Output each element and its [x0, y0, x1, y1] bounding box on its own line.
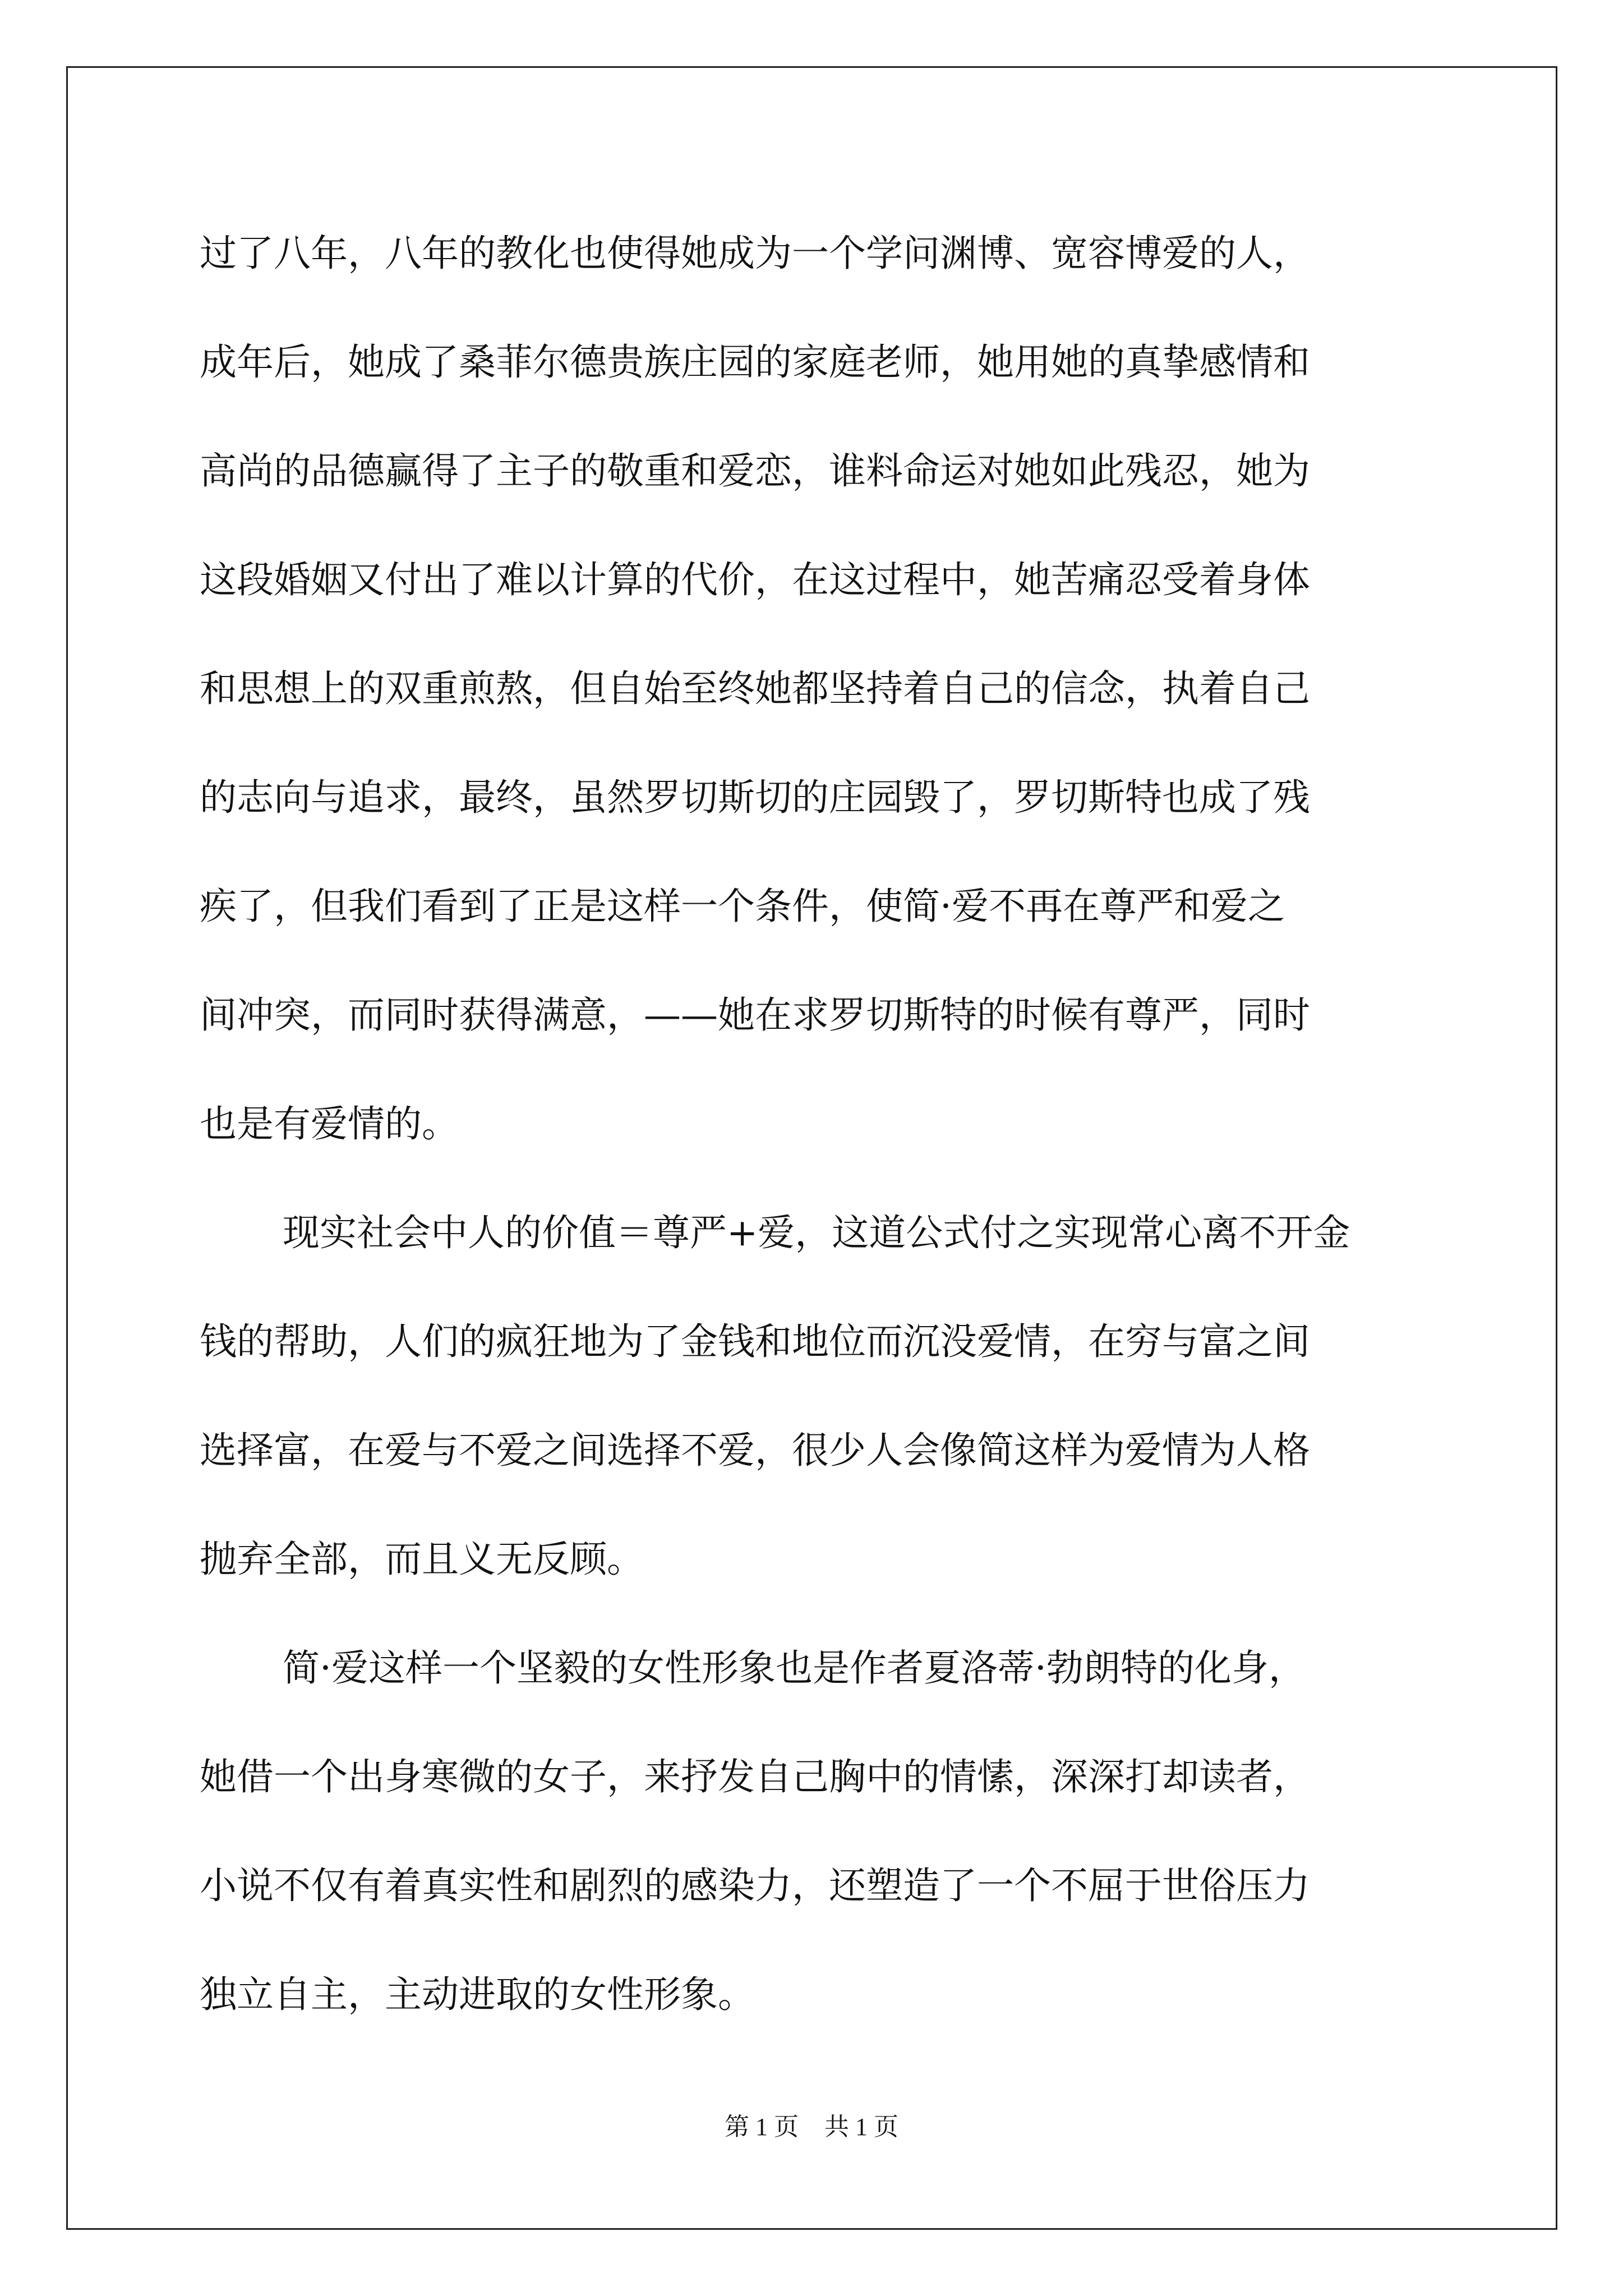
text-line: 钱的帮助，人们的疯狂地为了金钱和地位而沉没爱情，在穷与富之间	[200, 1320, 1310, 1363]
text-line: 过了八年，八年的教化也使得她成为一个学问渊博、宽容博爱的人，	[200, 232, 1310, 275]
text-line: 和思想上的双重煎熬，但自始至终她都坚持着自己的信念，执着自己	[200, 667, 1310, 710]
text-line: 的志向与追求，最终，虽然罗切斯切的庄园毁了，罗切斯特也成了残	[200, 776, 1310, 819]
text-line: 选择富，在爱与不爱之间选择不爱，很少人会像简这样为爱情为人格	[200, 1429, 1310, 1472]
text-line: 高尚的品德赢得了主子的敬重和爱恋，谁料命运对她如此残忍，她为	[200, 449, 1310, 493]
text-line: 抛弃全部，而且义无反顾。	[200, 1538, 644, 1581]
page-total: 共 1 页	[824, 2113, 898, 2141]
document-body	[200, 199, 1428, 2049]
text-line: 这段婚姻又付出了难以计算的代价，在这过程中，她苦痛忍受着身体	[200, 558, 1310, 601]
text-line: 成年后，她成了桑菲尔德贵族庄园的家庭老师，她用她的真挚感情和	[200, 341, 1310, 384]
text-line: 小说不仅有着真实性和剧烈的感染力，还塑造了一个不屈于世俗压力	[200, 1864, 1310, 1907]
text-line: 疾了，但我们看到了正是这样一个条件，使简·爱不再在尊严和爱之	[200, 885, 1285, 928]
paragraph-start-line: 简·爱这样一个坚毅的女性形象也是作者夏洛蒂·勃朗特的化身，	[283, 1646, 1306, 1690]
text-line: 间冲突，而同时获得满意，——她在求罗切斯特的时候有尊严，同时	[200, 993, 1310, 1037]
page-number: 第 1 页	[725, 2113, 799, 2141]
page-footer	[0, 2106, 1623, 2142]
text-line: 独立自主，主动进取的女性形象。	[200, 1973, 755, 2016]
text-line: 也是有爱情的。	[200, 1102, 459, 1145]
text-line: 她借一个出身寒微的女子，来抒发自己胸中的情愫，深深打却读者，	[200, 1755, 1310, 1798]
paragraph-start-line: 现实社会中人的价值＝尊严+爱，这道公式付之实现常心离不开金	[283, 1211, 1350, 1254]
